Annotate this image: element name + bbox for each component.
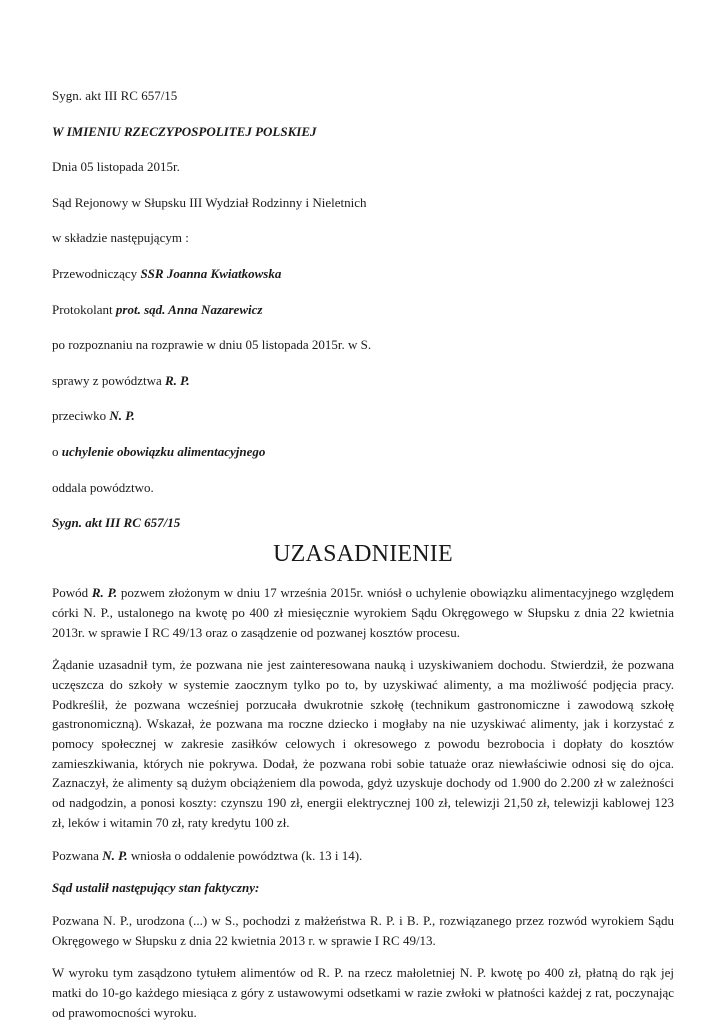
composition-label: w składzie następującym : (52, 230, 189, 246)
case-line (52, 373, 674, 389)
hearing-line: po rozpoznaniu na rozprawie w dniu 05 listopada 2015r. w S. (52, 337, 372, 353)
chair-label: Przewodniczący (52, 265, 141, 281)
case-subject: uchylenie obowiązku alimentacyjnego (61, 443, 266, 459)
case-label: sprawy z powództwa (52, 372, 165, 388)
plaintiff-name: R. P. (165, 372, 190, 388)
paragraph-claim (52, 583, 674, 642)
judgment-date: Dnia 05 listopada 2015r. (52, 159, 180, 175)
paragraph-grounds: Żądanie uzasadnił tym, że pozwana nie jest zainteresowana nauką i uzyskiwaniem dochodu. Stwierdził, że pozwana uczęszcza do szkoły w systemie zaocznym tylko po to, by uzyskiwać alimenty, a ma możliwość podjęcia pracy. Podkreślił, że pozwana wcześniej porzucała dwukrotnie szkołę (technikum gastronomiczne i zawodową szkołę gastronomiczną). Wskazał, że pozwana ma roczne dziecko i mogłaby na nie uzyskiwać alimenty, jak i korzystać z pomocy społecznej w zakresie zasiłków celowych i okresowego z powodu bezrobocia i dopłaty do kosztów zamieszkiwania, których nie pokrywa. Dodał, że pozwana robi sobie tatuaże oraz niewłaściwie odnosi się do ojca. Zaznaczył, że alimenty są dużym obciążeniem dla powoda, gdyż uzyskuje dochody od 1.900 do 2.200 zł w zależności od nadgodzin, a ponosi koszty: czynszu 190 zł, energii elektrycznej 100 zł, telewizji 21,50 zł, telewizji kablowej 123 zł, leków i witamin 70 zł, raty kredytu 100 zł. (52, 657, 674, 830)
ruling-text: oddala powództwo. (52, 479, 154, 495)
court-name: Sąd Rejonowy w Słupsku III Wydział Rodzinny i Nieletnich (52, 194, 367, 210)
p3-body: wniosła o oddalenie powództwa (k. 13 i 14). (127, 847, 363, 863)
against-line (52, 408, 674, 424)
subject-line (52, 444, 674, 460)
chair-line (52, 266, 674, 282)
clerk-name: prot. sąd. Anna Nazarewicz (115, 301, 263, 317)
in-the-name-heading: W IMIENIU RZECZYPOSPOLITEJ POLSKIEJ (52, 123, 317, 139)
against-label: przeciwko (52, 408, 110, 424)
paragraph-response (52, 846, 674, 866)
case-signature-2: Sygn. akt III RC 657/15 (52, 515, 181, 531)
document-page (52, 88, 674, 1035)
p1-body: pozwem złożonym w dniu 17 września 2015r. wniósł o uchylenie obowiązku alimentacyjnego względem córki N. P., ustalonego na kwotę po 400 zł miesięcznie wyrokiem Sądu Okręgowego w Słupsku z dnia 22 kwietnia 2013r. w sprawie I RC 49/13 oraz o zasądzenie od pozwanej kosztów procesu. (52, 585, 674, 640)
justification-title: UZASADNIENIE (273, 541, 453, 568)
chair-name: SSR Joanna Kwiatkowska (140, 265, 282, 281)
p1-plaintiff-name: R. P. (91, 585, 118, 601)
p3-defendant-name: N. P. (102, 847, 128, 863)
defendant-name: N. P. (109, 408, 135, 424)
clerk-line (52, 302, 674, 318)
p3-lead: Pozwana (52, 847, 103, 863)
paragraph-facts-1: Pozwana N. P., urodzona (...) w S., pochodzi z małżeństwa R. P. i B. P., rozwiązanego przez rozwód wyrokiem Sądu Okręgowego w Słupsku z dnia 22 kwietnia 2013 r. w sprawie I RC 49/13. (52, 912, 674, 948)
paragraph-facts-2: W wyroku tym zasądzono tytułem alimentów od R. P. na rzecz małoletniej N. P. kwotę po 400 zł, płatną do rąk jej matki do 10-go każdego miesiąca z góry z ustawowymi odsetkami w razie zwłoki w płatności każdej z rat, poczynając od prawomocności wyroku. (52, 965, 674, 1020)
subject-label: o (52, 443, 62, 459)
case-signature: Sygn. akt III RC 657/15 (52, 88, 178, 103)
p1-lead: Powód (52, 585, 92, 601)
facts-heading: Sąd ustalił następujący stan faktyczny: (52, 880, 260, 896)
clerk-label: Protokolant (52, 301, 116, 317)
